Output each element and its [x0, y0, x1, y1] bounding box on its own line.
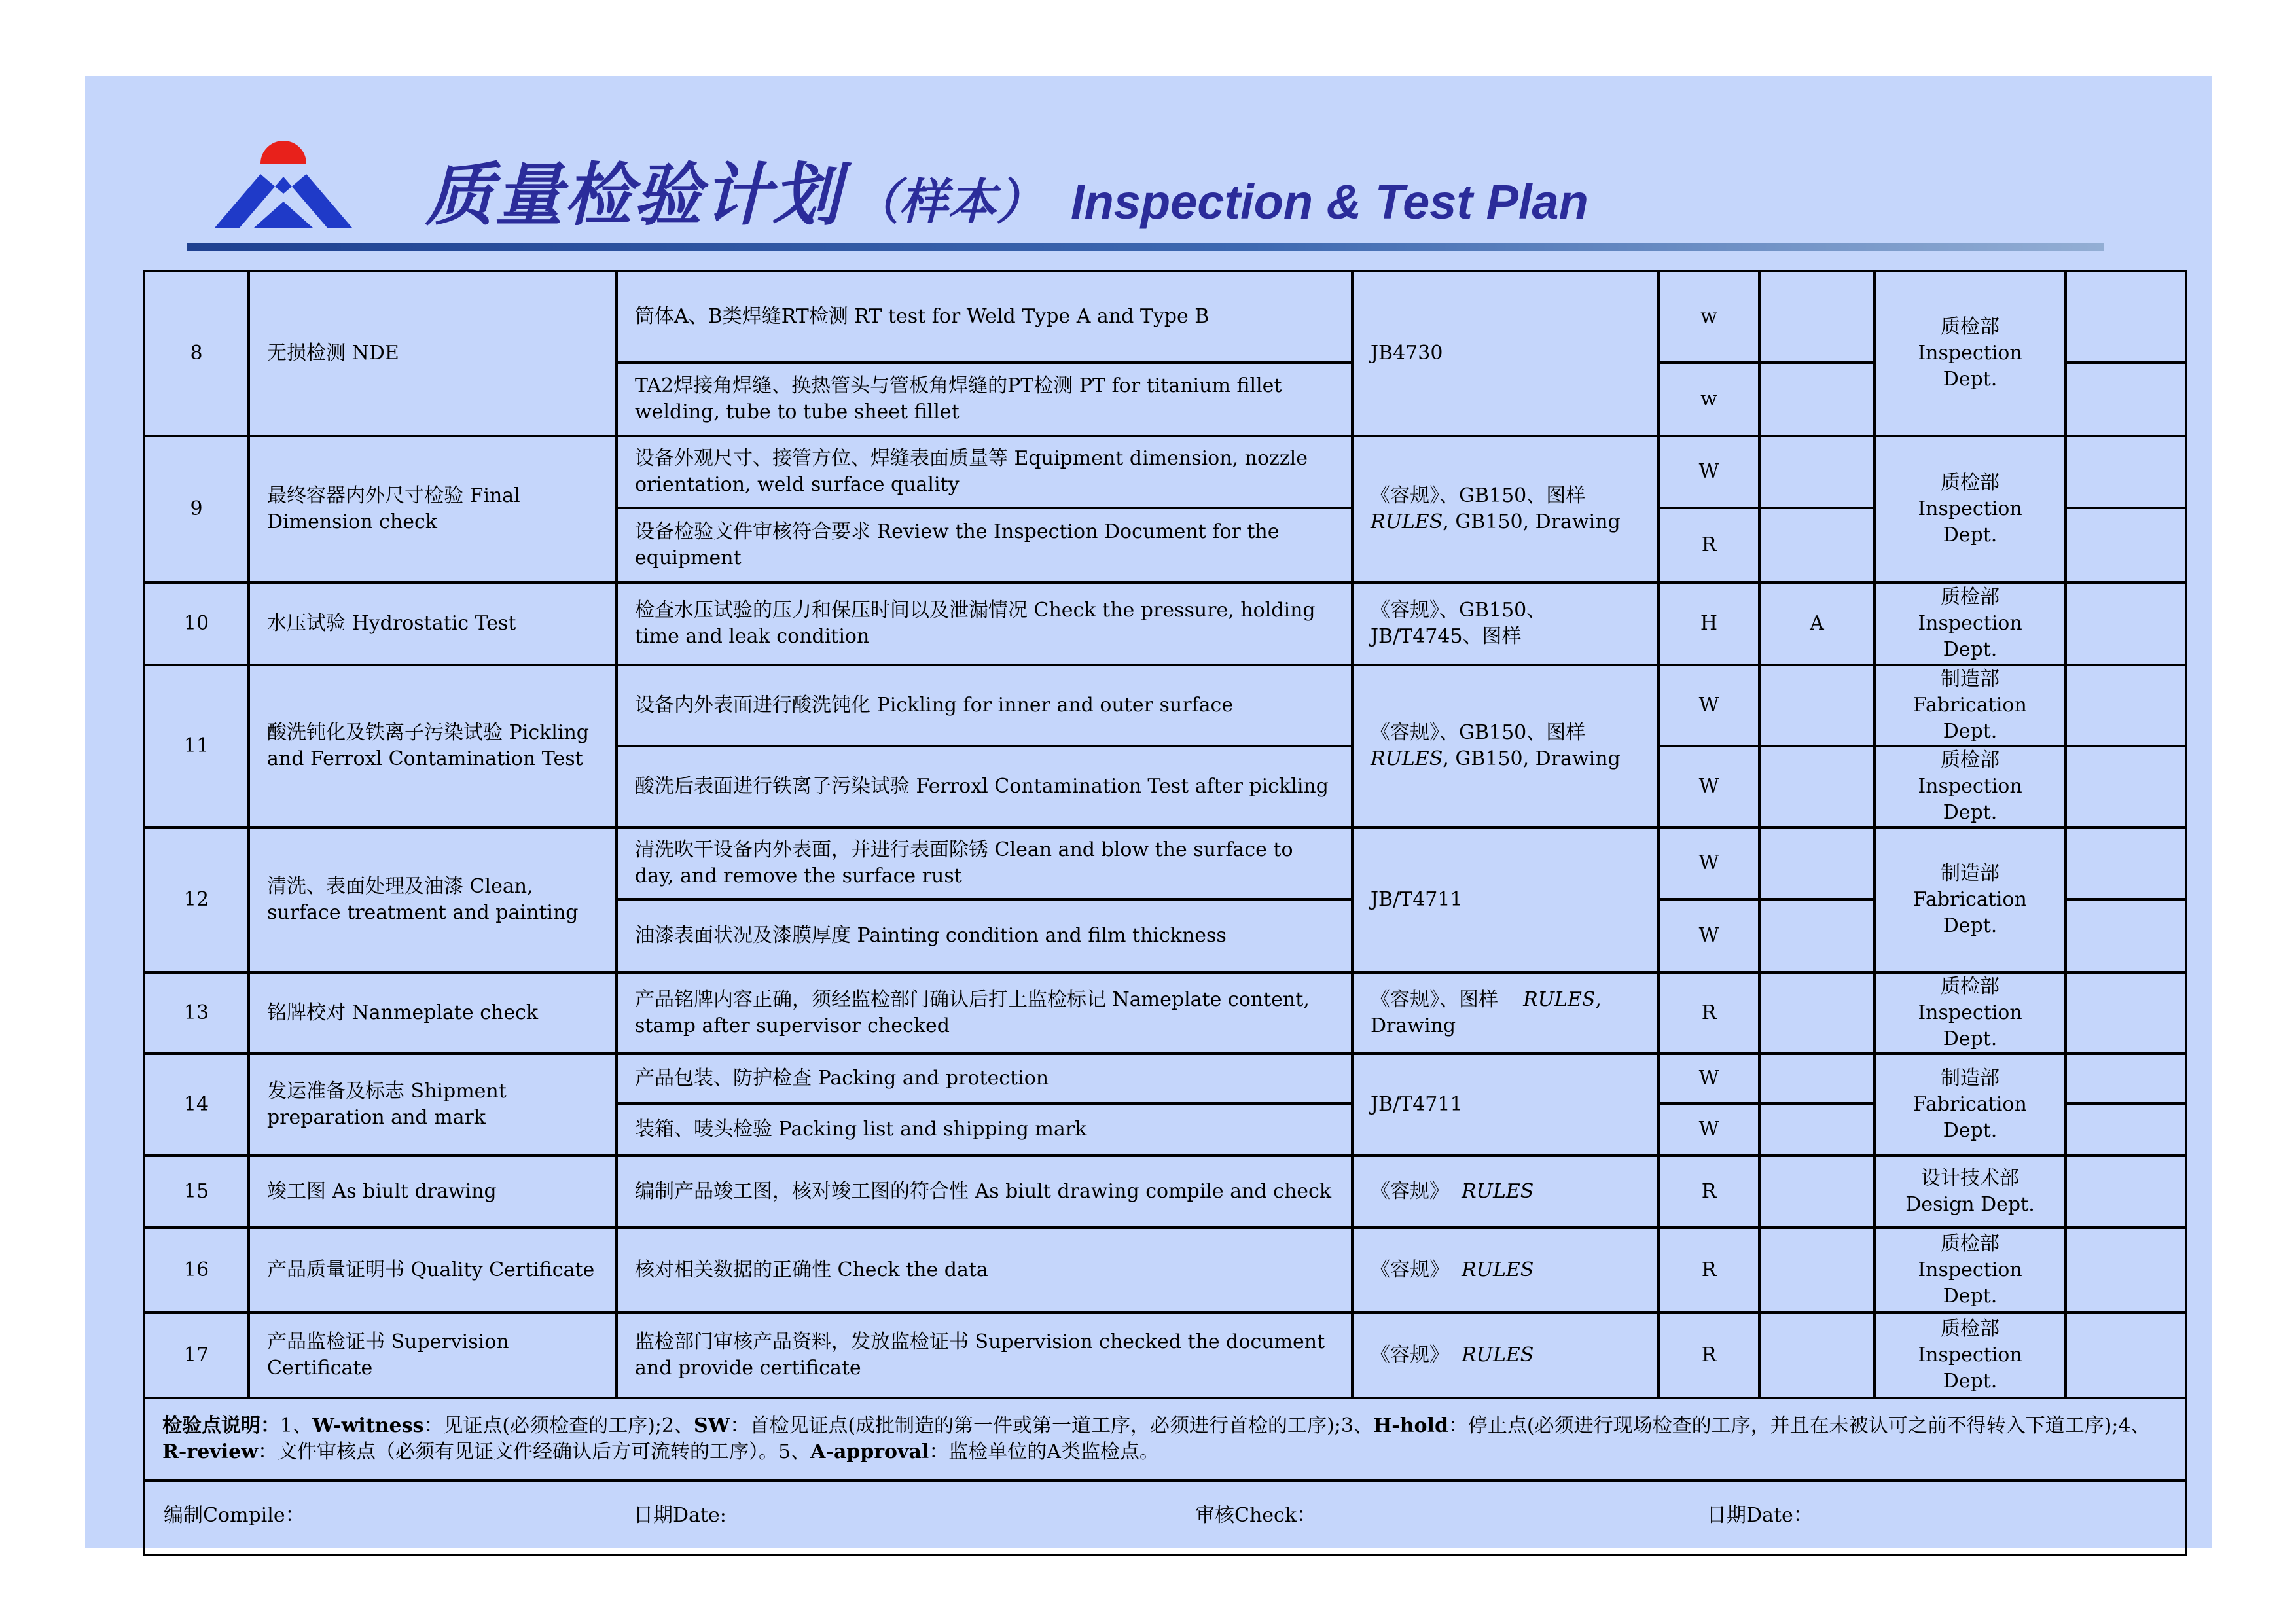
legend-num: 2、 — [661, 1414, 694, 1437]
legend-row — [144, 1398, 2186, 1480]
inspection-standard — [1352, 1228, 1659, 1313]
inspection-table — [143, 270, 2187, 1556]
agency-point — [1759, 665, 1874, 746]
legend-text: ：文件审核点（必须有见证文件经确认后方可流转的工序）。 — [258, 1440, 779, 1463]
remark-cell — [2066, 827, 2186, 899]
inspection-point: H — [1659, 582, 1759, 665]
table-row — [144, 1054, 2186, 1103]
agency-point — [1759, 1228, 1874, 1313]
agency-point — [1759, 972, 1874, 1054]
legend-key: A-approval — [810, 1440, 929, 1463]
standard-cn: 《容规》 — [1371, 1258, 1449, 1281]
table-row — [144, 271, 2186, 363]
responsible-dept: 质检部 Inspection Dept. — [1874, 582, 2066, 665]
inspection-point: R — [1659, 1313, 1759, 1398]
inspection-description: 设备检验文件审核符合要求 Review the Inspection Document for the equipment — [617, 508, 1352, 582]
row-number: 8 — [144, 271, 249, 436]
row-number: 17 — [144, 1313, 249, 1398]
standard-rules: RULES — [1462, 1344, 1534, 1366]
legend-key: W-witness — [312, 1414, 424, 1437]
date-label-2: 日期Date： — [1707, 1504, 1813, 1527]
title-english: Inspection & Test Plan — [1071, 175, 1588, 229]
row-number: 14 — [144, 1054, 249, 1156]
row-number: 10 — [144, 582, 249, 665]
legend-key: H-hold — [1372, 1414, 1448, 1437]
table-row — [144, 972, 2186, 1054]
inspection-description: 产品铭牌内容正确，须经监检部门确认后打上监检标记 Nameplate content, stamp after supervisor checked — [617, 972, 1352, 1054]
legend-key: SW — [693, 1414, 730, 1437]
responsible-dept: 质检部 Inspection Dept. — [1874, 746, 2066, 827]
remark-cell — [2066, 1156, 2186, 1228]
inspection-description: 监检部门审核产品资料，发放监检证书 Supervision checked the document and provide certificate — [617, 1313, 1352, 1398]
standard-rules: RULES — [1523, 988, 1596, 1011]
standard-cn: 《容规》、GB150、图样 — [1371, 484, 1586, 507]
inspection-point: R — [1659, 1156, 1759, 1228]
remark-cell — [2066, 436, 2186, 508]
responsible-dept: 制造部 Fabrication Dept. — [1874, 665, 2066, 746]
legend-num: 4、 — [2118, 1414, 2151, 1437]
table-row — [144, 1228, 2186, 1313]
inspection-standard: JB/T4711 — [1352, 1054, 1659, 1156]
remark-cell — [2066, 899, 2186, 972]
inspection-standard — [1352, 665, 1659, 827]
inspection-standard — [1352, 1156, 1659, 1228]
inspection-item: 无损检测 NDE — [249, 271, 617, 436]
standard-en-rest: , GB150, Drawing — [1443, 747, 1621, 770]
page-title — [425, 140, 1588, 235]
standard-cn: 《容规》、图样 — [1371, 988, 1498, 1011]
table-row — [144, 436, 2186, 508]
standard-rules: RULES — [1371, 510, 1443, 533]
responsible-dept: 质检部 Inspection Dept. — [1874, 271, 2066, 436]
table-row — [144, 1156, 2186, 1228]
inspection-description: 编制产品竣工图，核对竣工图的符合性 As biult drawing compile and check — [617, 1156, 1352, 1228]
agency-point — [1759, 1103, 1874, 1156]
remark-cell — [2066, 1054, 2186, 1103]
inspection-description: 清洗吹干设备内外表面，并进行表面除锈 Clean and blow the surface to day, and remove the surface rust — [617, 827, 1352, 899]
inspection-point: W — [1659, 1054, 1759, 1103]
row-number: 16 — [144, 1228, 249, 1313]
inspection-item: 酸洗钝化及铁离子污染试验 Pickling and Ferroxl Contamination Test — [249, 665, 617, 827]
signature-row — [144, 1480, 2186, 1555]
title-sample: （样本） — [851, 174, 1045, 230]
inspection-point: W — [1659, 665, 1759, 746]
remark-cell — [2066, 1313, 2186, 1398]
inspection-item: 最终容器内外尺寸检验 Final Dimension check — [249, 436, 617, 582]
inspection-description: TA2焊接角焊缝、换热管头与管板角焊缝的PT检测 PT for titanium fillet welding, tube to tube sheet fillet — [617, 363, 1352, 436]
legend-text: ：见证点(必须检查的工序); — [423, 1414, 662, 1437]
legend-num: 1、 — [280, 1414, 313, 1437]
company-logo-icon — [215, 136, 352, 228]
title-chinese: 质量检验计划 — [425, 154, 842, 235]
inspection-point: W — [1659, 746, 1759, 827]
inspection-point: w — [1659, 363, 1759, 436]
table-row — [144, 582, 2186, 665]
remark-cell — [2066, 746, 2186, 827]
compile-label: 编制Compile： — [164, 1504, 305, 1527]
row-number: 9 — [144, 436, 249, 582]
standard-rules: RULES — [1371, 747, 1443, 770]
agency-point — [1759, 436, 1874, 508]
row-number: 11 — [144, 665, 249, 827]
agency-point — [1759, 899, 1874, 972]
inspection-point: W — [1659, 899, 1759, 972]
agency-point: A — [1759, 582, 1874, 665]
inspection-description: 检查水压试验的压力和保压时间以及泄漏情况 Check the pressure, holding time and leak condition — [617, 582, 1352, 665]
responsible-dept: 制造部 Fabrication Dept. — [1874, 827, 2066, 972]
inspection-description: 设备内外表面进行酸洗钝化 Pickling for inner and outer surface — [617, 665, 1352, 746]
check-label: 审核Check： — [1195, 1504, 1317, 1527]
inspection-standard: 《容规》、GB150、JB/T4745、图样 — [1352, 582, 1659, 665]
inspection-description: 油漆表面状况及漆膜厚度 Painting condition and film thickness — [617, 899, 1352, 972]
responsible-dept: 质检部 Inspection Dept. — [1874, 1313, 2066, 1398]
responsible-dept: 质检部 Inspection Dept. — [1874, 1228, 2066, 1313]
responsible-dept: 质检部 Inspection Dept. — [1874, 436, 2066, 582]
responsible-dept: 设计技术部 Design Dept. — [1874, 1156, 2066, 1228]
inspection-item: 产品质量证明书 Quality Certificate — [249, 1228, 617, 1313]
standard-cn: 《容规》 — [1371, 1180, 1449, 1203]
table-row — [144, 665, 2186, 746]
title-underline — [187, 243, 2104, 251]
inspection-standard — [1352, 1313, 1659, 1398]
legend-num: 3、 — [1340, 1414, 1373, 1437]
remark-cell — [2066, 508, 2186, 582]
inspection-point: W — [1659, 827, 1759, 899]
legend-lead: 检验点说明： — [162, 1414, 280, 1437]
table-row — [144, 827, 2186, 899]
standard-en-rest: , GB150, Drawing — [1443, 510, 1621, 533]
inspection-point-legend — [144, 1398, 2186, 1480]
standard-cn: 《容规》 — [1371, 1344, 1449, 1366]
inspection-description: 筒体A、B类焊缝RT检测 RT test for Weld Type A and Type B — [617, 271, 1352, 363]
remark-cell — [2066, 271, 2186, 363]
inspection-standard: JB/T4711 — [1352, 827, 1659, 972]
inspection-standard — [1352, 436, 1659, 582]
date-label-1: 日期Date: — [634, 1504, 726, 1527]
inspection-point: R — [1659, 1228, 1759, 1313]
row-number: 12 — [144, 827, 249, 972]
inspection-description: 装箱、唛头检验 Packing list and shipping mark — [617, 1103, 1352, 1156]
itp-sheet — [85, 76, 2212, 1548]
agency-point — [1759, 827, 1874, 899]
inspection-item: 水压试验 Hydrostatic Test — [249, 582, 617, 665]
row-number: 13 — [144, 972, 249, 1054]
signature-cell — [144, 1480, 2186, 1555]
legend-text: ：监检单位的A类监检点。 — [929, 1440, 1159, 1463]
inspection-standard: JB4730 — [1352, 271, 1659, 436]
remark-cell — [2066, 665, 2186, 746]
standard-en-rest: , Drawing — [1371, 988, 1602, 1037]
inspection-description: 酸洗后表面进行铁离子污染试验 Ferroxl Contamination Test after pickling — [617, 746, 1352, 827]
table-row — [144, 1313, 2186, 1398]
responsible-dept: 制造部 Fabrication Dept. — [1874, 1054, 2066, 1156]
agency-point — [1759, 271, 1874, 363]
legend-key: R-review — [162, 1440, 259, 1463]
legend-num: 5、 — [778, 1440, 811, 1463]
inspection-description: 产品包装、防护检查 Packing and protection — [617, 1054, 1352, 1103]
legend-text: ：首检见证点(成批制造的第一件或第一道工序，必须进行首检的工序); — [730, 1414, 1341, 1437]
inspection-point: W — [1659, 436, 1759, 508]
remark-cell — [2066, 363, 2186, 436]
inspection-item: 铭牌校对 Nanmeplate check — [249, 972, 617, 1054]
responsible-dept: 质检部 Inspection Dept. — [1874, 972, 2066, 1054]
agency-point — [1759, 508, 1874, 582]
remark-cell — [2066, 972, 2186, 1054]
standard-rules: RULES — [1462, 1258, 1534, 1281]
agency-point — [1759, 1054, 1874, 1103]
row-number: 15 — [144, 1156, 249, 1228]
inspection-item: 产品监检证书 Supervision Certificate — [249, 1313, 617, 1398]
inspection-item: 清洗、表面处理及油漆 Clean, surface treatment and painting — [249, 827, 617, 972]
inspection-standard — [1352, 972, 1659, 1054]
remark-cell — [2066, 1103, 2186, 1156]
inspection-point: R — [1659, 508, 1759, 582]
standard-cn: 《容规》、GB150、图样 — [1371, 721, 1586, 744]
inspection-point: R — [1659, 972, 1759, 1054]
inspection-point: w — [1659, 271, 1759, 363]
inspection-item: 发运准备及标志 Shipment preparation and mark — [249, 1054, 617, 1156]
standard-rules: RULES — [1462, 1180, 1534, 1203]
inspection-description: 核对相关数据的正确性 Check the data — [617, 1228, 1352, 1313]
remark-cell — [2066, 1228, 2186, 1313]
inspection-point: W — [1659, 1103, 1759, 1156]
agency-point — [1759, 1313, 1874, 1398]
agency-point — [1759, 746, 1874, 827]
inspection-item: 竣工图 As biult drawing — [249, 1156, 617, 1228]
inspection-description: 设备外观尺寸、接管方位、焊缝表面质量等 Equipment dimension, nozzle orientation, weld surface quality — [617, 436, 1352, 508]
remark-cell — [2066, 582, 2186, 665]
legend-text: ：停止点(必须进行现场检查的工序，并且在未被认可之前不得转入下道工序); — [1448, 1414, 2119, 1437]
agency-point — [1759, 363, 1874, 436]
agency-point — [1759, 1156, 1874, 1228]
